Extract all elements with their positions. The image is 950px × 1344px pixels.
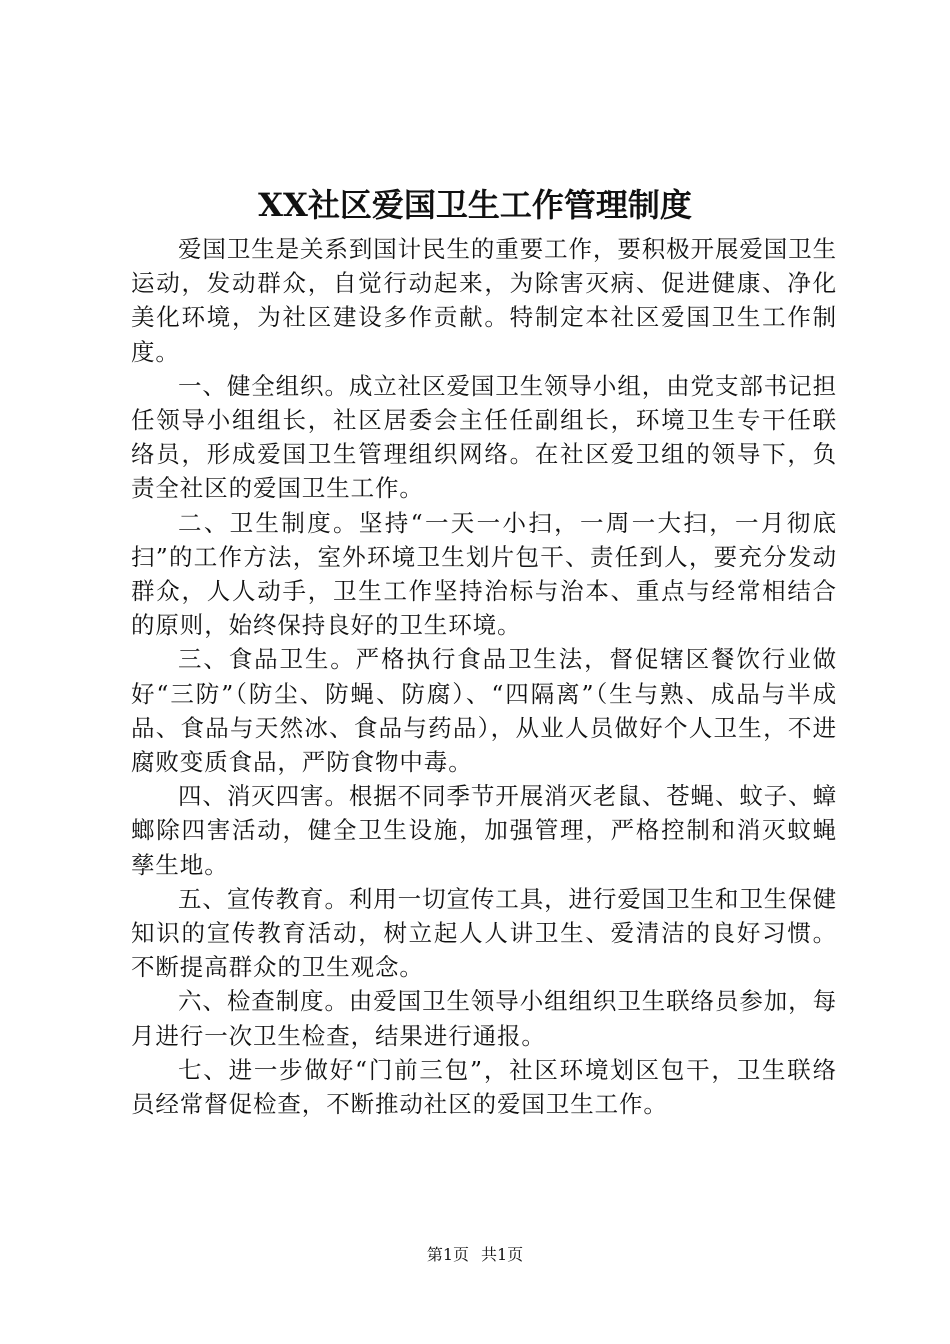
paragraph-three-guarantees: 七、进一步做好“门前三包”，社区环境划区包干，卫生联络员经常督促检查，不断推动社区的爱国卫生工作。 — [131, 1055, 837, 1119]
paragraph-four-pests: 四、消灭四害。根据不同季节开展消灭老鼠、苍蝇、蚊子、蟑螂除四害活动，健全卫生设施，加强管理，严格控制和消灭蚊蝇孳生地。 — [131, 782, 837, 879]
paragraph-food-hygiene: 三、食品卫生。严格执行食品卫生法，督促辖区餐饮行业做好“三防”（防尘、防蝇、防腐）、“四隔离”（生与熟、成品与半成品、食品与天然冰、食品与药品），从业人员做好个人卫生，不进腐败变质食品，严防食物中毒。 — [131, 645, 837, 777]
document-body — [131, 232, 837, 1121]
paragraph-intro: 爱国卫生是关系到国计民生的重要工作，要积极开展爱国卫生运动，发动群众，自觉行动起来，为除害灭病、促进健康、净化美化环境，为社区建设多作贡献。特制定本社区爱国卫生工作制度。 — [131, 235, 837, 366]
page-total: 共1页 — [481, 1245, 524, 1264]
paragraph-education: 五、宣传教育。利用一切宣传工具，进行爱国卫生和卫生保健知识的宣传教育活动，树立起人人讲卫生、爱清洁的良好习惯。不断提高群众的卫生观念。 — [131, 884, 837, 982]
paragraph-hygiene-system: 二、卫生制度。坚持“一天一小扫，一周一大扫，一月彻底扫”的工作方法，室外环境卫生划片包干、责任到人，要充分发动群众，人人动手，卫生工作坚持治标与治本、重点与经常相结合的原则，始终保持良好的卫生环境。 — [131, 508, 837, 640]
page-footer — [0, 1244, 950, 1266]
page-number: 第1页 — [426, 1245, 469, 1264]
paragraph-inspection: 六、检查制度。由爱国卫生领导小组组织卫生联络员参加，每月进行一次卫生检查，结果进行通报。 — [131, 987, 837, 1050]
document-title: XX社区爱国卫生工作管理制度 — [258, 186, 692, 224]
paragraph-organization: 一、健全组织。成立社区爱国卫生领导小组，由党支部书记担任领导小组组长，社区居委会主任任副组长，环境卫生专干任联络员，形成爱国卫生管理组织网络。在社区爱卫组的领导下，负责全社区的爱国卫生工作。 — [131, 371, 837, 503]
